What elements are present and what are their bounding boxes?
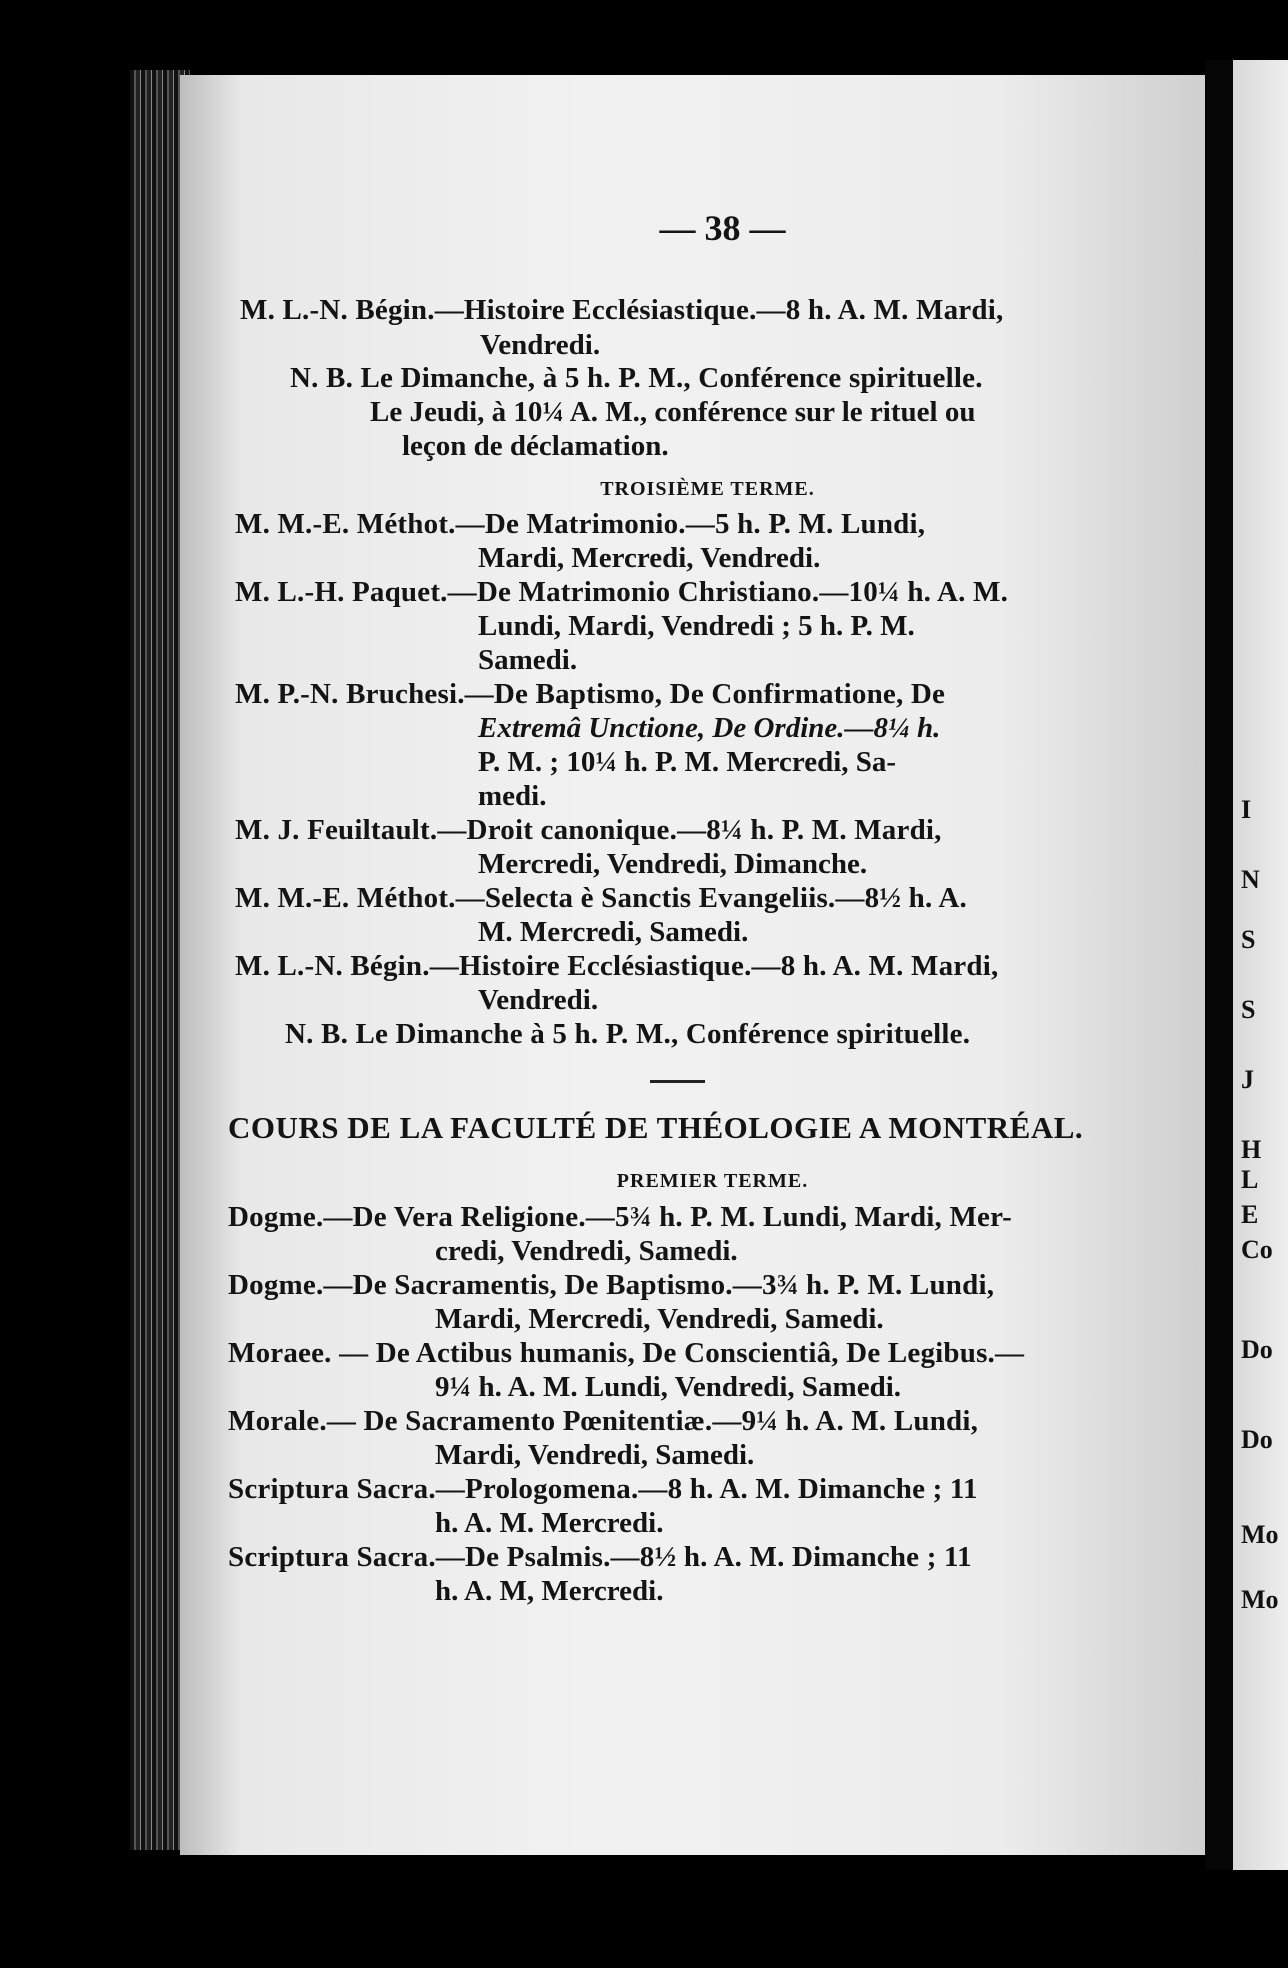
next-page-fragment: Do	[1241, 1425, 1273, 1454]
next-page-fragment: Mo	[1241, 1585, 1279, 1614]
next-page-fragment: S	[1241, 925, 1256, 954]
entry-line: Lundi, Mardi, Vendredi ; 5 h. P. M.	[478, 610, 915, 642]
course-line: h. A. M. Mercredi.	[435, 1507, 664, 1539]
entry-line: medi.	[478, 780, 547, 812]
entry-line: Samedi.	[478, 644, 578, 676]
next-page-fragment: Mo	[1241, 1520, 1279, 1549]
entry-line: M. L.-N. Bégin.—Histoire Ecclésiastique.—8 h. A. M. Mardi,	[235, 950, 999, 982]
entry-line: Vendredi.	[478, 984, 599, 1016]
entry-line: P. M. ; 10¼ h. P. M. Mercredi, Sa-	[478, 746, 897, 778]
next-page-fragment: J	[1241, 1065, 1254, 1094]
divider	[650, 1080, 705, 1083]
next-page-fragment: I	[1241, 795, 1252, 824]
note-line1: N. B. Le Dimanche, à 5 h. P. M., Conférence spirituelle.	[290, 362, 983, 394]
page-number: — 38 —	[659, 208, 786, 248]
note-line3: leçon de déclamation.	[402, 430, 669, 462]
course-line: Morale.— De Sacramento Pœnitentiæ.—9¼ h. A. M. Lundi,	[228, 1405, 979, 1437]
entry-line: M. J. Feuiltault.—Droit canonique.—8¼ h. P. M. Mardi,	[235, 814, 942, 846]
entry-line: Extremâ Unctione, De Ordine.—8¼ h.	[478, 712, 941, 744]
note-line2: Le Jeudi, à 10¼ A. M., conférence sur le rituel ou	[370, 396, 976, 428]
page-content	[180, 75, 1205, 1855]
entry-line: Mardi, Mercredi, Vendredi.	[478, 542, 821, 574]
entry-line: M. L.-H. Paquet.—De Matrimonio Christiano.—10¼ h. A. M.	[235, 576, 1009, 608]
entry-line: M. M.-E. Méthot.—De Matrimonio.—5 h. P. M. Lundi,	[235, 508, 926, 540]
next-page-fragment: E	[1241, 1200, 1259, 1229]
section-title-montreal: COURS DE LA FACULTÉ DE THÉOLOGIE A MONTRÉAL.	[228, 1110, 1084, 1145]
course-line: h. A. M, Mercredi.	[435, 1575, 664, 1607]
entry-line: M. Mercredi, Samedi.	[478, 916, 749, 948]
next-page-fragment: S	[1241, 995, 1256, 1024]
entry-line: Mercredi, Vendredi, Dimanche.	[478, 848, 868, 880]
entry-line: M. M.-E. Méthot.—Selecta è Sanctis Evangeliis.—8½ h. A.	[235, 882, 967, 914]
section-heading-troisieme: TROISIÈME TERME.	[600, 478, 815, 500]
entry-line: M. P.-N. Bruchesi.—De Baptismo, De Confirmatione, De	[235, 678, 946, 710]
course-line: Dogme.—De Sacramentis, De Baptismo.—3¾ h. P. M. Lundi,	[228, 1269, 995, 1301]
note-line: N. B. Le Dimanche à 5 h. P. M., Conférence spirituelle.	[285, 1018, 971, 1050]
course-line: Mardi, Mercredi, Vendredi, Samedi.	[435, 1303, 884, 1335]
next-page-fragment: L	[1241, 1165, 1259, 1194]
course-line: Mardi, Vendredi, Samedi.	[435, 1439, 755, 1471]
page-gutter	[1205, 60, 1233, 1870]
course-line: Moraee. — De Actibus humanis, De Conscientiâ, De Legibus.—	[228, 1337, 1025, 1369]
next-page-fragment: N	[1241, 865, 1260, 894]
next-page-fragment: H	[1241, 1135, 1262, 1164]
next-page-edge	[1233, 60, 1288, 1870]
next-page-fragment: Do	[1241, 1335, 1273, 1364]
course-line: 9¼ h. A. M. Lundi, Vendredi, Samedi.	[435, 1371, 902, 1403]
course-line: Scriptura Sacra.—De Psalmis.—8½ h. A. M. Dimanche ; 11	[228, 1541, 972, 1573]
next-page-fragment: Co	[1241, 1235, 1273, 1264]
entry-begin-line2: Vendredi.	[480, 329, 601, 361]
course-line: credi, Vendredi, Samedi.	[435, 1235, 738, 1267]
course-line: Dogme.—De Vera Religione.—5¾ h. P. M. Lundi, Mardi, Mer-	[228, 1201, 1012, 1233]
section-heading-premier: PREMIER TERME.	[616, 1170, 809, 1192]
entry-begin-line1: M. L.-N. Bégin.—Histoire Ecclésiastique.—8 h. A. M. Mardi,	[240, 294, 1004, 326]
course-line: Scriptura Sacra.—Prologomena.—8 h. A. M. Dimanche ; 11	[228, 1473, 978, 1505]
book-page	[180, 75, 1205, 1855]
